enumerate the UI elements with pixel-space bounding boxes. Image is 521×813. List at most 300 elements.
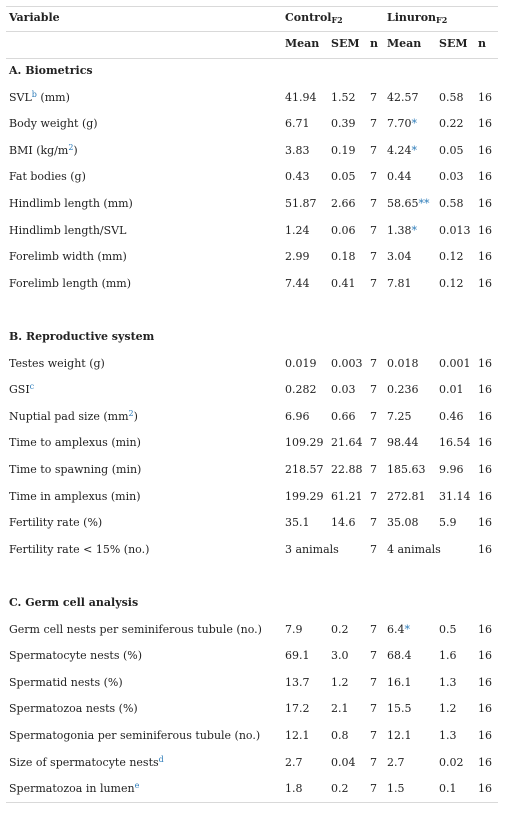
row-label [9,490,141,504]
row-label-suffix: (mm) [36,90,70,104]
control-mean-value: 199.29 [285,489,324,503]
linuron-mean-value: 98.44 [387,436,419,450]
control-n-value: 7 [370,356,377,370]
control-mean-value: 3.83 [285,143,310,157]
row-label-text: Spermatozoa in lumen [9,782,135,796]
linuron-n [478,197,492,211]
linuron-mean-value: 0.236 [387,383,419,397]
header-subcolumn [285,37,319,51]
linuron-n [478,250,492,264]
control-sem [331,463,363,477]
linuron-n [478,383,492,397]
linuron-n-value: 16 [478,276,492,290]
control-n-value: 7 [370,223,377,237]
control-mean-value: 6.96 [285,409,310,423]
significance-marker: * [411,223,417,237]
control-n [370,702,377,716]
linuron-sem [439,357,471,371]
linuron-sem [439,649,457,663]
header-bottom-rule [6,58,498,59]
row-label [9,170,86,184]
control-n-value: 7 [370,516,377,530]
row-label [9,649,142,663]
control-sem-value: 22.88 [331,463,363,476]
control-mean-value: 0.282 [285,383,317,397]
linuron-n-value: 16 [478,782,492,796]
linuron-mean-value: 2.7 [387,755,405,769]
linuron-n [478,756,492,770]
linuron-mean-value: 7.25 [387,409,412,423]
linuron-n [478,117,492,131]
row-label-text: Body weight (g) [9,117,98,131]
control-mean-value: 109.29 [285,436,324,450]
linuron-n-value: 16 [478,542,492,556]
linuron-sem-value: 0.03 [439,170,464,184]
control-sem-value: 2.66 [331,197,356,210]
row-label [9,117,98,131]
linuron-sem-value: 0.01 [439,383,464,397]
control-sem-value: 0.18 [331,250,356,264]
linuron-n [478,410,492,424]
row-label-suffix: ) [133,409,138,423]
control-sem-value: 0.66 [331,409,356,423]
control-n-value: 7 [370,463,377,476]
control-sem-value: 61.21 [331,489,363,503]
control-n [370,383,377,397]
linuron-mean [387,277,412,291]
linuron-mean-value: 7.81 [387,276,412,290]
linuron-mean-value: 272.81 [387,489,426,503]
control-n [370,463,377,477]
linuron-sem [439,410,464,424]
control-sem-value: 14.6 [331,516,356,530]
linuron-sem [439,277,464,291]
row-label [9,782,139,796]
control-n [370,729,377,743]
row-label [9,383,34,397]
significance-marker: * [404,622,410,636]
row-label-text: Hindlimb length/SVL [9,223,127,237]
control-n-value: 7 [370,542,377,556]
row-label-suffix: ) [73,143,78,157]
row-label-text: Fertility rate < 15% (no.) [9,542,150,556]
control-n-value: 7 [370,409,377,423]
row-label-text: BMI (kg/m [9,143,69,157]
linuron-mean [387,170,412,184]
linuron-sem [439,702,457,716]
linuron-sem [439,250,464,264]
control-n [370,144,377,158]
section-title [9,596,138,610]
linuron-mean [387,463,426,477]
control-mean [285,91,317,105]
control-sem-value: 0.003 [331,356,363,370]
control-n-value: 7 [370,649,377,663]
linuron-sem-value: 1.3 [439,729,457,742]
control-mean-value: 69.1 [285,649,310,663]
control-sem-value: 0.06 [331,223,356,237]
linuron-n-value: 16 [478,143,492,157]
control-n-value: 7 [370,143,377,157]
control-mean-value: 1.8 [285,782,303,796]
control-n [370,91,377,105]
footnote-marker: 2 [68,142,74,152]
linuron-sem-value: 31.14 [439,489,471,503]
control-sem [331,756,356,770]
linuron-mean-value: 16.1 [387,675,412,689]
control-sem-value: 0.05 [331,170,356,184]
linuron-mean [387,224,417,238]
linuron-n [478,490,492,504]
linuron-n [478,357,492,371]
linuron-n [478,729,492,743]
control-sem [331,729,349,743]
linuron-n [478,782,492,796]
control-sem [331,649,349,663]
control-mean [285,543,339,557]
row-label [9,91,70,105]
header-subcolumn-text: SEM [331,37,360,50]
control-mean [285,676,310,690]
control-sem [331,357,363,371]
linuron-mean-value: 4.24 [387,143,412,157]
row-label [9,676,123,690]
header-subcolumn [387,37,421,51]
control-sem-value: 1.2 [331,675,349,689]
control-mean [285,250,310,264]
row-label [9,250,127,264]
linuron-n-value: 16 [478,90,492,104]
header-subcolumn [478,37,486,51]
linuron-mean-value: 185.63 [387,463,426,476]
control-mean-value: 51.87 [285,197,317,210]
row-label [9,144,78,158]
linuron-sem-value: 0.001 [439,356,471,370]
row-label-text: Spermatozoa nests (%) [9,702,138,716]
linuron-mean [387,543,441,557]
control-mean-value: 17.2 [285,702,310,716]
control-mean [285,277,310,291]
control-n [370,516,377,530]
linuron-mean-value: 0.018 [387,356,419,370]
control-n-value: 7 [370,489,377,503]
control-sem [331,702,349,716]
table-top-rule [6,6,498,7]
header-subcolumn-text: n [370,37,378,50]
row-label-text: Forelimb width (mm) [9,250,127,264]
row-label [9,224,126,238]
linuron-n-value: 16 [478,223,492,237]
linuron-mean-value: 0.44 [387,170,412,184]
linuron-sem-value: 1.3 [439,675,457,689]
header-linuron-subscript: F2 [436,15,448,25]
linuron-n-value: 16 [478,356,492,370]
linuron-mean [387,91,419,105]
linuron-n [478,676,492,690]
control-sem [331,782,349,796]
row-label-text: GSI [9,383,30,397]
footnote-marker: c [29,382,35,392]
control-mean-value: 218.57 [285,463,324,476]
linuron-n [478,170,492,184]
linuron-mean [387,676,412,690]
control-sem [331,516,356,530]
linuron-sem-value: 0.05 [439,143,464,157]
footnote-marker: 2 [128,408,134,418]
control-n [370,623,377,637]
row-label [9,436,141,450]
linuron-sem [439,729,457,743]
control-n-value: 7 [370,197,377,210]
control-n [370,357,377,371]
linuron-sem-value: 0.12 [439,250,464,264]
linuron-mean-value: 42.57 [387,90,419,104]
control-n [370,117,377,131]
linuron-sem-value: 0.46 [439,409,464,423]
footnote-marker: e [134,781,140,791]
control-mean [285,357,317,371]
control-mean [285,170,310,184]
linuron-n [478,436,492,450]
linuron-n-value: 16 [478,197,492,210]
linuron-sem-value: 16.54 [439,436,471,450]
control-n-value: 7 [370,622,377,636]
row-label [9,543,149,557]
header-control-text: Control [285,11,332,24]
linuron-sem [439,170,464,184]
control-mean-value: 0.019 [285,356,317,370]
footnote-marker: d [158,754,164,764]
linuron-n-value: 16 [478,516,492,530]
linuron-sem [439,756,464,770]
control-n [370,197,377,211]
row-label-text: Forelimb length (mm) [9,276,132,290]
linuron-sem-value: 5.9 [439,516,457,530]
linuron-n [478,543,492,557]
linuron-mean-value: 6.4 [387,622,405,636]
control-mean [285,383,317,397]
linuron-n [478,277,492,291]
linuron-mean [387,436,419,450]
control-n [370,277,377,291]
linuron-sem [439,144,464,158]
linuron-sem-value: 0.58 [439,197,464,210]
row-label-text: SVL [9,90,32,104]
linuron-mean [387,729,412,743]
header-linuron-group [387,11,447,25]
linuron-n-value: 16 [478,170,492,184]
header-variable-text: Variable [9,11,60,24]
control-n-value: 7 [370,170,377,184]
linuron-mean-value: 7.70 [387,117,412,131]
control-n-value: 7 [370,117,377,131]
row-label-text: Time to spawning (min) [9,463,142,476]
control-n [370,436,377,450]
control-mean [285,729,310,743]
control-n [370,410,377,424]
linuron-n [478,649,492,663]
linuron-sem-value: 0.5 [439,622,457,636]
row-label-text: Spermatid nests (%) [9,675,123,689]
linuron-mean-value: 35.08 [387,516,419,530]
control-sem [331,250,356,264]
row-label-text: Hindlimb length (mm) [9,197,133,210]
row-label-text: Testes weight (g) [9,356,105,370]
control-n [370,676,377,690]
control-mean-value: 7.9 [285,622,303,636]
header-subcolumn-text: SEM [439,37,468,50]
control-n-value: 7 [370,90,377,104]
linuron-mean [387,702,412,716]
control-sem-value: 0.41 [331,276,356,290]
linuron-sem-value: 0.58 [439,90,464,104]
row-label-text: Spermatogonia per seminiferous tubule (no.) [9,729,261,742]
linuron-sem [439,383,464,397]
control-n-value: 7 [370,729,377,742]
linuron-mean [387,410,412,424]
linuron-n [478,463,492,477]
row-label-text: Size of spermatocyte nests [9,755,159,769]
control-mean-value: 7.44 [285,276,310,290]
control-sem [331,383,356,397]
significance-marker: * [411,143,417,157]
linuron-mean-value: 1.38 [387,223,412,237]
linuron-mean [387,250,412,264]
header-subcolumn-text: Mean [285,37,320,50]
linuron-n-value: 16 [478,489,492,503]
linuron-mean-value: 15.5 [387,702,412,716]
linuron-sem [439,463,464,477]
row-label [9,729,260,743]
header-subcolumn [439,37,468,51]
control-mean-value: 6.71 [285,117,310,131]
significance-marker: ** [418,197,430,210]
linuron-n-value: 16 [478,383,492,397]
linuron-n-value: 16 [478,436,492,450]
linuron-mean-value: 68.4 [387,649,412,663]
linuron-mean-value: 58.65 [387,197,419,210]
control-mean-value: 3 animals [285,542,339,556]
control-mean [285,224,310,238]
linuron-sem-value: 0.02 [439,755,464,769]
linuron-n-value: 16 [478,755,492,769]
control-sem-value: 0.19 [331,143,356,157]
control-mean-value: 1.24 [285,223,310,237]
control-mean-value: 41.94 [285,90,317,104]
row-label [9,197,133,211]
control-n-value: 7 [370,675,377,689]
control-n-value: 7 [370,782,377,796]
control-mean-value: 13.7 [285,675,310,689]
section-title-text: B. Reproductive system [9,330,155,343]
control-sem [331,410,356,424]
control-mean [285,197,317,211]
linuron-mean-value: 3.04 [387,250,412,264]
control-mean [285,649,310,663]
linuron-mean [387,756,405,770]
control-sem-value: 0.2 [331,782,349,796]
control-n [370,543,377,557]
control-mean [285,756,303,770]
linuron-sem [439,436,471,450]
header-control-subscript: F2 [331,15,343,25]
linuron-mean [387,144,417,158]
linuron-mean [387,117,417,131]
control-n-value: 7 [370,755,377,769]
linuron-mean [387,490,426,504]
linuron-n [478,91,492,105]
linuron-n-value: 16 [478,702,492,716]
control-sem [331,224,356,238]
linuron-sem-value: 0.22 [439,117,464,131]
linuron-n-value: 16 [478,250,492,264]
control-mean [285,144,310,158]
control-mean [285,463,324,477]
control-sem [331,277,356,291]
control-sem-value: 0.2 [331,622,349,636]
linuron-sem [439,623,457,637]
control-mean [285,490,324,504]
linuron-sem-value: 0.1 [439,782,457,796]
control-mean [285,516,310,530]
control-n-value: 7 [370,250,377,264]
control-mean [285,702,310,716]
linuron-n-value: 16 [478,675,492,689]
control-sem [331,490,363,504]
linuron-n [478,702,492,716]
row-label-text: Fat bodies (g) [9,170,86,184]
control-mean-value: 2.7 [285,755,303,769]
control-n [370,170,377,184]
control-mean [285,410,310,424]
row-label-text: Germ cell nests per seminiferous tubule (no.) [9,622,262,636]
control-mean-value: 2.99 [285,250,310,264]
linuron-sem [439,516,457,530]
linuron-sem [439,117,464,131]
linuron-n-value: 16 [478,409,492,423]
header-control-group [285,11,343,25]
control-mean [285,436,324,450]
control-sem [331,117,356,131]
control-n [370,756,377,770]
control-n [370,250,377,264]
header-subcolumn [370,37,378,51]
footnote-marker: b [31,89,37,99]
control-sem-value: 0.04 [331,755,356,769]
linuron-n-value: 16 [478,463,492,476]
significance-marker: * [411,117,417,131]
control-sem-value: 2.1 [331,702,349,716]
control-n-value: 7 [370,383,377,397]
row-label [9,357,105,371]
control-n [370,490,377,504]
control-mean [285,117,310,131]
control-sem-value: 21.64 [331,436,363,450]
linuron-mean-value: 12.1 [387,729,412,742]
row-label-text: Time to amplexus (min) [9,436,141,450]
linuron-mean [387,383,419,397]
section-title-text: C. Germ cell analysis [9,596,139,609]
header-variable [9,11,60,25]
linuron-sem [439,224,471,238]
control-n-value: 7 [370,276,377,290]
row-label [9,623,262,637]
control-mean [285,623,303,637]
linuron-mean-value: 1.5 [387,782,405,796]
linuron-mean [387,782,405,796]
row-label [9,277,131,291]
linuron-sem [439,490,471,504]
